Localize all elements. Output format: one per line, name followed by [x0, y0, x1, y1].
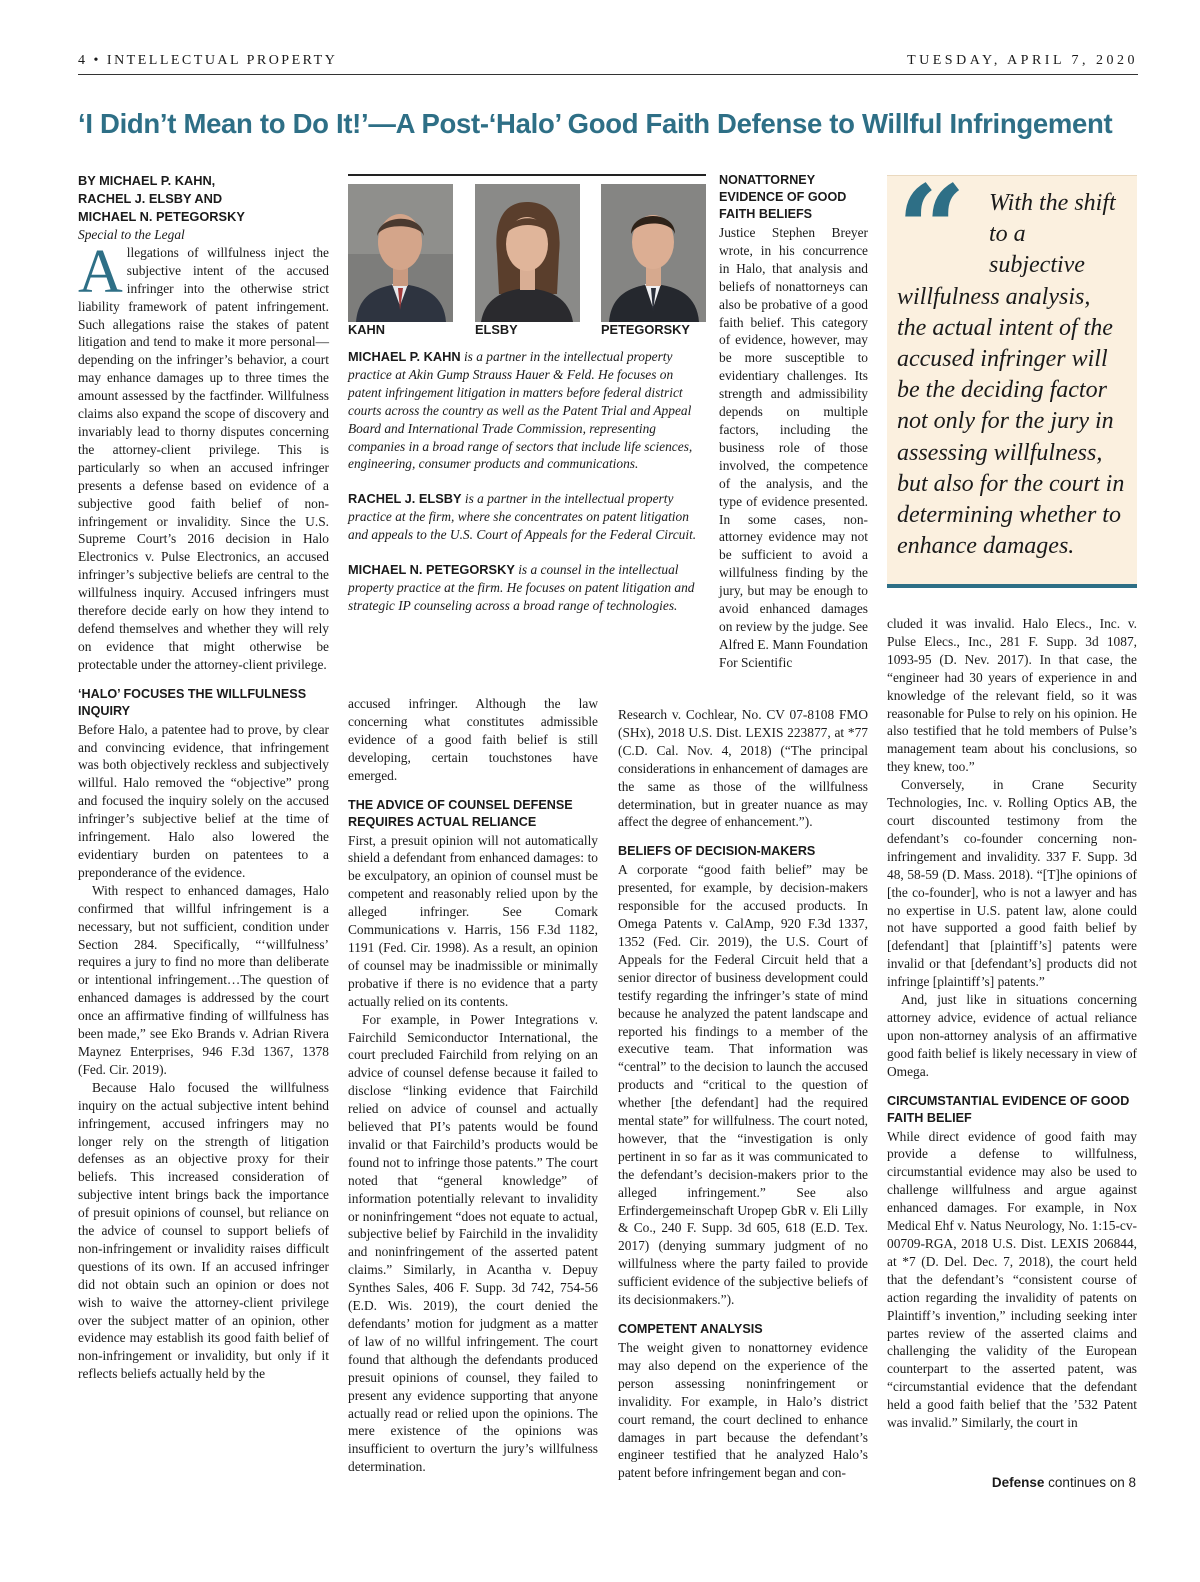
photo-elsby: [475, 184, 580, 322]
paragraph: While direct evidence of good faith may provide a defense to willfulness, circumstantial evidence may also be used to challenge willfulness and argue against enhanced damages. For example, in Nox Medical Ehf v. Natus Neurology, No. 1:15-cv-00709-RGA, 2018 U.S. Dist. LEXIS 206844, at *7 (D. Del. Dec. 7, 2018), the court held that the defendant’s “consistent course of action regarding the invalidity of patents on Plaintiff’s invention,” including seeking inter partes review of the asserted claims and challenging the validity of the European counterpart to the asserted patent, was “circumstantial evidence that the defendant held a good faith belief that the ’532 Patent was invalid.” Similarly, the court in: [887, 1128, 1137, 1431]
author-photos: [348, 174, 706, 337]
photo-label: PETEGORSKY: [601, 322, 690, 337]
byline-special: Special to the Legal: [78, 227, 185, 242]
subhead-competent: COMPETENT ANALYSIS: [618, 1322, 763, 1336]
photo-label: KAHN: [348, 322, 385, 337]
pull-quote-text: With the shift to a subjective willfulness analysis, the actual intent of the accused infringer will be the deciding factor not only for the jury in assessing willfulness, but also for the court in determining whether to enhance damages.: [897, 190, 1125, 560]
paragraph: The weight given to nonattorney evidence may also depend on the experience of the person assessing noninfringement or invalidity. For example, in Halo’s district court remand, the court declined to enhance damages in part because the defendant’s engineer testified that he analyzed Halo’s patent before infringement began and con-: [618, 1340, 868, 1481]
paragraph: With respect to enhanced damages, Halo confirmed that willful infringement is a necessary, but not sufficient, condition under Section 284. Specifically, “‘willfulness’ requires a jury to find no more than deliberate or intentional infringement…The question of enhanced damages is addressed by the court once an affirmative finding of willfulness has been made,” see Eko Brands v. Adrian Rivera Maynez Enterprises, 946 F.3d 1367, 1378 (Fed. Cir. 2019).: [78, 882, 329, 1077]
subhead-advice: THE ADVICE OF COUNSEL DEFENSE REQUIRES ACTUAL RELIANCE: [348, 797, 573, 829]
drop-cap: A: [78, 237, 123, 306]
pull-quote-text-wrap: [897, 188, 1125, 562]
portrait-kahn-icon: [348, 184, 453, 322]
portrait-elsby-icon: [475, 184, 580, 322]
paragraph: cluded it was invalid. Halo Elecs., Inc. v. Pulse Elecs., Inc., 281 F. Supp. 3d 1087, 1093-95 (D. Nev. 2017). In that case, the “engineer had 30 years of experience in and knowledge of the relevant field, so it was reasonable for Pulse to rely on his opinion. He also testified that he told members of Pulse’s management team about his conclusions, so they knew, too.”: [887, 616, 1137, 775]
quote-mark-icon: “: [897, 159, 967, 300]
paragraph: Because Halo focused the willfulness inquiry on the actual subjective intent behind infringement, accused infringers may no longer rely on the strength of litigation defenses as an objective proxy for their beliefs. This increased consideration of subjective intent brings back the importance of presuit opinions of counsel, but reliance on the advice of counsel to support beliefs of non-infringement or invalidity raises difficult questions of its own. If an accused infringer did not obtain such an opinion or does not wish to waive the attorney-client privilege over the subject matter of an opinion, other evidence may establish its good faith belief of non-infringement or invalidity, but only if it reflects beliefs actually held by the: [78, 1079, 329, 1382]
paragraph: For example, in Power Integrations v. Fairchild Semiconductor International, the court precluded Fairchild from relying on an advice of counsel defense because it failed to disclose “linking evidence that Fairchild relied on advice of counsel and actually believed that PI’s patents would be found invalid or that Fairchild’s products would be found not to infringe those patents.” The court noted that “general knowledge” of information potentially relevant to invalidity or noninfringement “does not equate to actual, subjective belief by Fairchild in the invalidity and noninfringement of the asserted patent claims.” Similarly, in Acantha v. Depuy Synthes Sales, 406 F. Supp. 3d 742, 754-56 (E.D. Wis. 2019), the court denied the defendants’ motion for judgment as a matter of law of no willful infringement. The court found that although the defendants produced presuit opinions of counsel, they failed to present any evidence supporting that anyone actually read or relied upon the opinions. The mere existence of the opinions was insufficient to overturn the jury’s willfulness determination.: [348, 1011, 598, 1475]
paragraph: And, just like in situations concerning attorney advice, evidence of actual reliance upon non-attorney analysis of an affirmative good faith belief is likely necessary in view of Omega.: [887, 992, 1137, 1079]
paragraph: accused infringer. Although the law concerning what constitutes admissible evidence of a good faith belief is still developing, certain touchstones have emerged.: [348, 696, 598, 783]
lead-paragraph: [78, 237, 329, 674]
issue-date: TUESDAY, APRIL 7, 2020: [907, 53, 1138, 68]
paragraph: A corporate “good faith belief” may be presented, for example, by decision-makers responsible for the accused products. In Omega Patents v. CalAmp, 920 F.3d 1337, 1352 (Fed. Cir. 2019), the U.S. Court of Appeals for the Federal Circuit held that a senior director of business development could testify regarding the infringer’s state of mind because he analyzed the patent landscape and reported his findings to a member of the executive team. That information was “central” to the decision to launch the accused products and “critical to the question of whether [the defendant] had the required mental state” for willfulness. The court noted, however, that the “investigation is only pertinent in so far as it was communicated to the defendant’s decision-makers prior to the alleged infringement.” See also Erfindergemeinschaft Uropep GbR v. Eli Lilly & Co., 240 F. Supp. 3d 605, 618 (E.D. Tex. 2017) (denying summary judgment of no willfulness where the party failed to provide sufficient evidence of the subjective beliefs of its decisionmakers.”).: [618, 862, 868, 1308]
paragraph: Conversely, in Crane Security Technologies, Inc. v. Rolling Optics AB, the court discounted testimony from the defendant’s co-founder concerning non-infringement and invalidity. 337 F. Supp. 3d 48, 58-59 (D. Mass. 2018). “[T]he opinions of [the co-founder], who is not a lawyer and has no expertise in U.S. patent law, alone could not have supported a good faith belief by [defendant] that [plaintiff’s] patents were invalid or that [defendant’s] products did not infringe [plaintiff’s] patents.”: [887, 777, 1137, 990]
portrait-petegorsky-icon: [601, 184, 706, 322]
byline-line: RACHEL J. ELSBY AND: [78, 191, 223, 206]
article-headline: ‘I Didn’t Mean to Do It!’—A Post-‘Halo’ Good Faith Defense to Willful Infringement: [78, 108, 1113, 139]
continuation-word: Defense: [991, 1475, 1045, 1490]
paragraph: Before Halo, a patentee had to prove, by clear and convincing evidence, that infringement was both objectively reckless and subjectively willful. Halo removed the “objective” prong and focused the inquiry solely on the accused infringer’s subjective belief at the time of infringement. Halo also lowered the evidentiary burden on patentees to a preponderance of the evidence.: [78, 721, 329, 880]
subhead-halo: ‘HALO’ FOCUSES THE WILLFULNESS INQUIRY: [78, 686, 307, 718]
section-label: 4 • INTELLECTUAL PROPERTY: [78, 53, 338, 68]
column-1: [78, 172, 329, 1383]
bio-name: RACHEL J. ELSBY: [348, 491, 462, 507]
bio-text: is a counsel in the intellectual property practice at the firm. He focuses on patent litigation and strategic IP counseling across a broad range of technologies.: [348, 562, 695, 613]
continuation-line: [992, 1475, 1136, 1490]
paragraph: First, a presuit opinion will not automatically shield a defendant from enhanced damages: to be exculpatory, an opinion of counsel must be competent and reasonably relied upon by the alleged infringer. See Comark Communications v. Harris, 156 F.3d 1182, 1191 (Fed. Cir. 1998). As a result, an opinion of counsel may be inadmissible or minimally probative if there is no evidence that a party actually relied on its contents.: [348, 832, 598, 1009]
photo-kahn: [348, 184, 453, 322]
pull-quote: [887, 159, 1137, 588]
bio-name: MICHAEL P. KAHN: [348, 349, 461, 364]
running-header: [78, 52, 1138, 75]
bio-name: MICHAEL N. PETEGORSKY: [348, 562, 515, 578]
byline-line: MICHAEL N. PETEGORSKY: [78, 209, 245, 224]
subhead-circumstantial: CIRCUMSTANTIAL EVIDENCE OF GOOD FAITH BELIEF: [887, 1093, 1130, 1125]
bio-kahn: [348, 348, 706, 473]
bio-petegorsky: [348, 561, 706, 615]
bio-elsby: [348, 490, 706, 544]
lead-paragraph-text: llegations of willfulness inject the subjective intent of the accused infringer into the otherwise strict liability framework of patent infringement. Such allegations raise the stakes of patent litigation and tend to make it more personal—depending on the infringer’s behavior, a court may enhance damages up to three times the amount assessed by the factfinder. Willfulness claims also expand the scope of discovery and invariably lead to thorny disputes concerning the attorney-client privilege. This is particularly so when an accused infringer presents a defense based on evidence of a subjective good faith belief of non-infringement or invalidity. Since the U.S. Supreme Court’s 2016 decision in Halo Electronics v. Pulse Electronics, an accused infringer’s subjective beliefs are central to the willfulness inquiry. Accused infringers must therefore decide early on how they intend to defend themselves and whether they will rely on evidence that might otherwise be protectable under the attorney-client privilege.: [78, 244, 329, 672]
author-bios: [348, 348, 706, 632]
photo-label: ELSBY: [475, 322, 518, 337]
continuation-text: continues on 8: [1044, 1475, 1136, 1490]
column-3-top: [719, 172, 868, 672]
bio-text: is a partner in the intellectual property practice at the firm, where she concentrates on patent litigation and appeals to the U.S. Court of Appeals for the Federal Circuit.: [348, 491, 697, 543]
subhead-nonattorney: NONATTORNEY EVIDENCE OF GOOD FAITH BELIEFS: [719, 173, 847, 221]
subhead-beliefs: BELIEFS OF DECISION-MAKERS: [618, 844, 816, 859]
photo-petegorsky: [601, 184, 706, 322]
paragraph: Justice Stephen Breyer wrote, in his concurrence in Halo, that analysis and beliefs of nonattorneys can also be probative of a good faith belief. This category of evidence, however, may be more susceptible to evidentiary challenges. Its strength and admissibility depends on multiple factors, including the business role of those involved, the competence of the analysis, and the type of evidence presented. In some cases, non-attorney evidence may not be sufficient to avoid a willfulness finding by the jury, but may be enough to avoid enhanced damages on review by the judge. See Alfred E. Mann Foundation For Scientific: [719, 225, 868, 670]
bio-text: is a partner in the intellectual property practice at Akin Gump Strauss Hauer & Feld. He focuses on patent infringement litigation in matters before federal district courts across the country as well as the Patent Trial and Appeal Board and International Trade Commission, representing companies in a broad range of sectors that include life sciences, engineering, consumer products and communications.: [348, 349, 693, 472]
column-3: [618, 706, 868, 1482]
column-4: [887, 615, 1137, 1432]
paragraph: Research v. Cochlear, No. CV 07-8108 FMO (SHx), 2018 U.S. Dist. LEXIS 223877, at *77 (C.D. Cal. Nov. 4, 2018) (“The principal considerations in enhancement of damages are the same as those of the willfulness determination, but in greater nuance as may affect the degree of enhancement.”).: [618, 707, 868, 830]
byline-line: BY MICHAEL P. KAHN,: [78, 173, 216, 188]
column-2: [348, 695, 598, 1476]
